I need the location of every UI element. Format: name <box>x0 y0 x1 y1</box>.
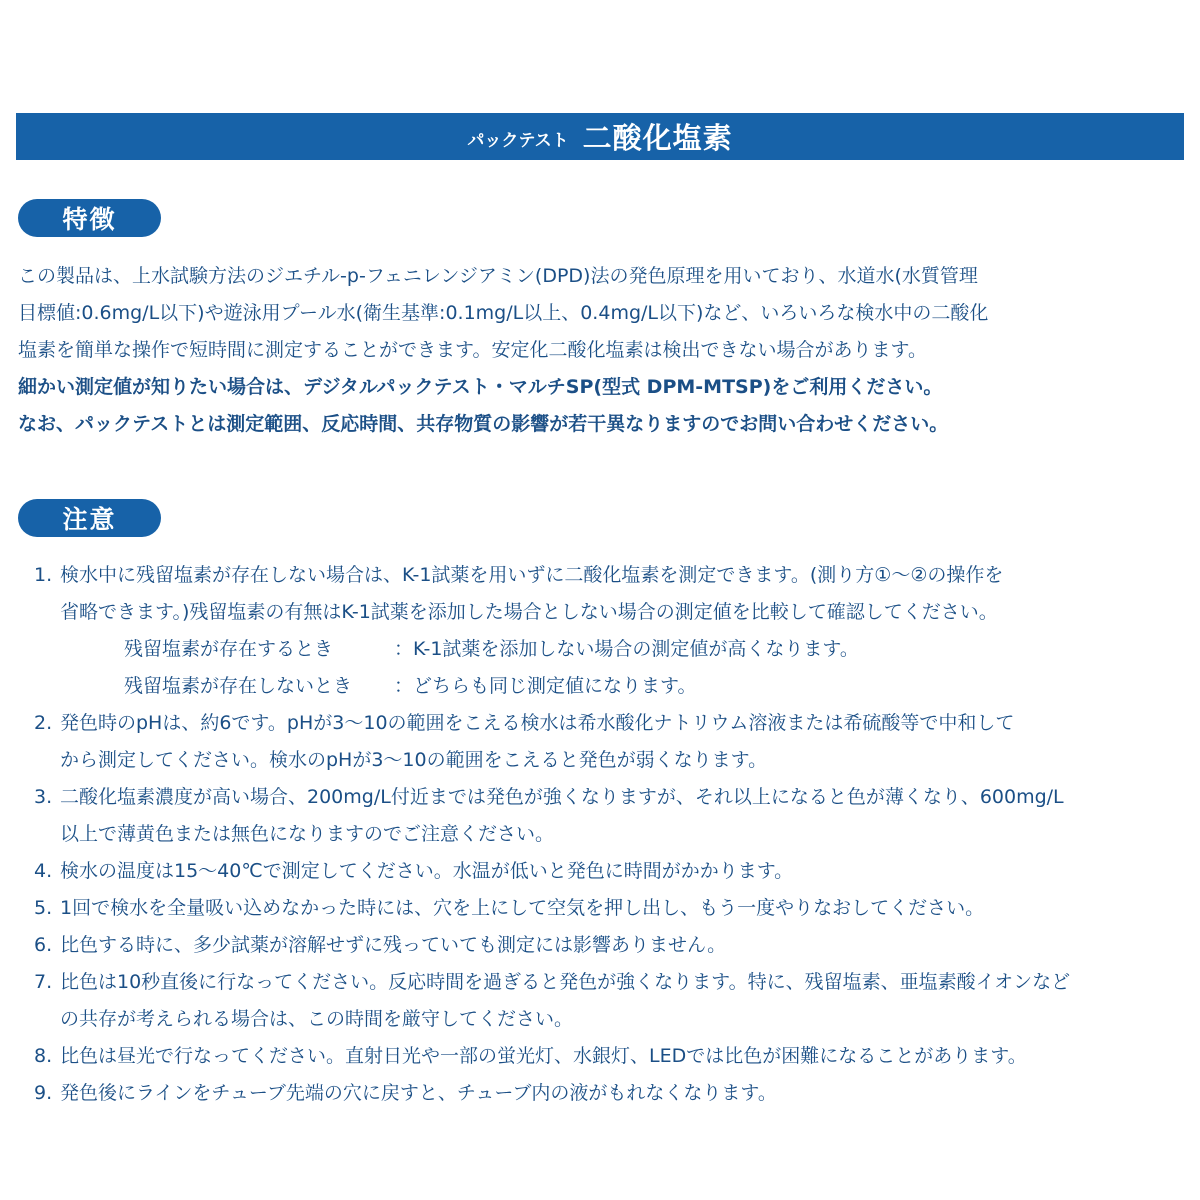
caution-item-8 <box>34 1038 1027 1075</box>
caution-item-3-line-2: 以上で薄黄色または無色になりますのでご注意ください。 <box>60 823 555 845</box>
caution-number: 9. <box>34 1082 53 1104</box>
features-bold-line-1: 細かい測定値が知りたい場合は、デジタルパックテスト・マルチSP(型式 DPM-MTSP)をご利用ください。 <box>18 376 943 398</box>
caution-number: 7. <box>34 971 53 993</box>
features-line-2: 目標値:0.6mg/L以下)や遊泳用プール水(衛生基準:0.1mg/L以上、0.4mg/L以下)など、いろいろな検水中の二酸化 <box>18 302 989 324</box>
title-subtitle: パックテスト <box>467 131 569 151</box>
caution-number: 2. <box>34 712 53 734</box>
caution-item-7-line-2: の共存が考えられる場合は、この時間を厳守してください。 <box>60 1008 574 1030</box>
caution-item-4 <box>34 853 793 890</box>
page-title: 二酸化塩素 <box>582 121 733 155</box>
caution-item-2-line-2: から測定してください。検水のpHが3～10の範囲をこえると発色が弱くなります。 <box>60 749 768 771</box>
caution-number: 8. <box>34 1045 53 1067</box>
features-bold-line-2: なお、パックテストとは測定範囲、反応時間、共存物質の影響が若干異なりますのでお問い合わせください。 <box>18 413 949 435</box>
caution-number: 3. <box>34 786 53 808</box>
sub-text: ：K-1試薬を添加しない場合の測定値が高くなります。 <box>394 638 859 660</box>
sub-label: 残留塩素が存在するとき <box>124 638 334 660</box>
caution-number: 4. <box>34 860 53 882</box>
caution-item-2 <box>34 705 1014 742</box>
caution-item-1 <box>34 557 1003 594</box>
features-line-1: この製品は、上水試験方法のジエチル-p-フェニレンジアミン(DPD)法の発色原理を用いており、水道水(水質管理 <box>18 265 978 287</box>
caution-item-7 <box>34 964 1070 1001</box>
caution-text: 比色は10秒直後に行なってください。反応時間を過ぎると発色が強くなります。特に、残留塩素、亜塩素酸イオンなど <box>60 971 1071 993</box>
caution-item-1-sub-2 <box>124 668 696 705</box>
title-bar <box>16 113 1184 160</box>
caution-item-6 <box>34 927 726 964</box>
caution-item-3 <box>34 779 1064 816</box>
caution-number: 1. <box>34 564 53 586</box>
cautions-heading: 注意 <box>18 499 161 537</box>
sub-text: ：どちらも同じ測定値になります。 <box>394 675 697 697</box>
sub-label: 残留塩素が存在しないとき <box>124 675 353 697</box>
features-line-3: 塩素を簡単な操作で短時間に測定することができます。安定化二酸化塩素は検出できない場合があります。 <box>18 339 927 361</box>
caution-text: 1回で検水を全量吸い込めなかった時には、穴を上にして空気を押し出し、もう一度やりなおしてください。 <box>60 897 985 919</box>
caution-item-9 <box>34 1075 777 1112</box>
caution-item-1-line-2: 省略できます。)残留塩素の有無はK-1試薬を添加した場合としない場合の測定値を比較して確認してください。 <box>60 601 998 623</box>
features-heading: 特徴 <box>18 199 161 237</box>
caution-text: 発色後にラインをチューブ先端の穴に戻すと、チューブ内の液がもれなくなります。 <box>60 1082 777 1104</box>
caution-text: 検水中に残留塩素が存在しない場合は、K-1試薬を用いずに二酸化塩素を測定できます。(測り方①～②の操作を <box>60 564 1004 586</box>
caution-item-1-sub-1 <box>124 631 859 668</box>
caution-item-5 <box>34 890 984 927</box>
caution-text: 発色時のpHは、約6です。pHが3～10の範囲をこえる検水は希水酸化ナトリウム溶液または希硫酸等で中和して <box>60 712 1015 734</box>
caution-text: 比色する時に、多少試薬が溶解せずに残っていても測定には影響ありません。 <box>60 934 727 956</box>
caution-text: 検水の温度は15～40℃で測定してください。水温が低いと発色に時間がかかります。 <box>60 860 794 882</box>
caution-text: 比色は昼光で行なってください。直射日光や一部の蛍光灯、水銀灯、LEDでは比色が困難になることがあります。 <box>60 1045 1027 1067</box>
caution-text: 二酸化塩素濃度が高い場合、200mg/L付近までは発色が強くなりますが、それ以上になると色が薄くなり、600mg/L <box>60 786 1064 808</box>
caution-number: 5. <box>34 897 53 919</box>
caution-number: 6. <box>34 934 53 956</box>
